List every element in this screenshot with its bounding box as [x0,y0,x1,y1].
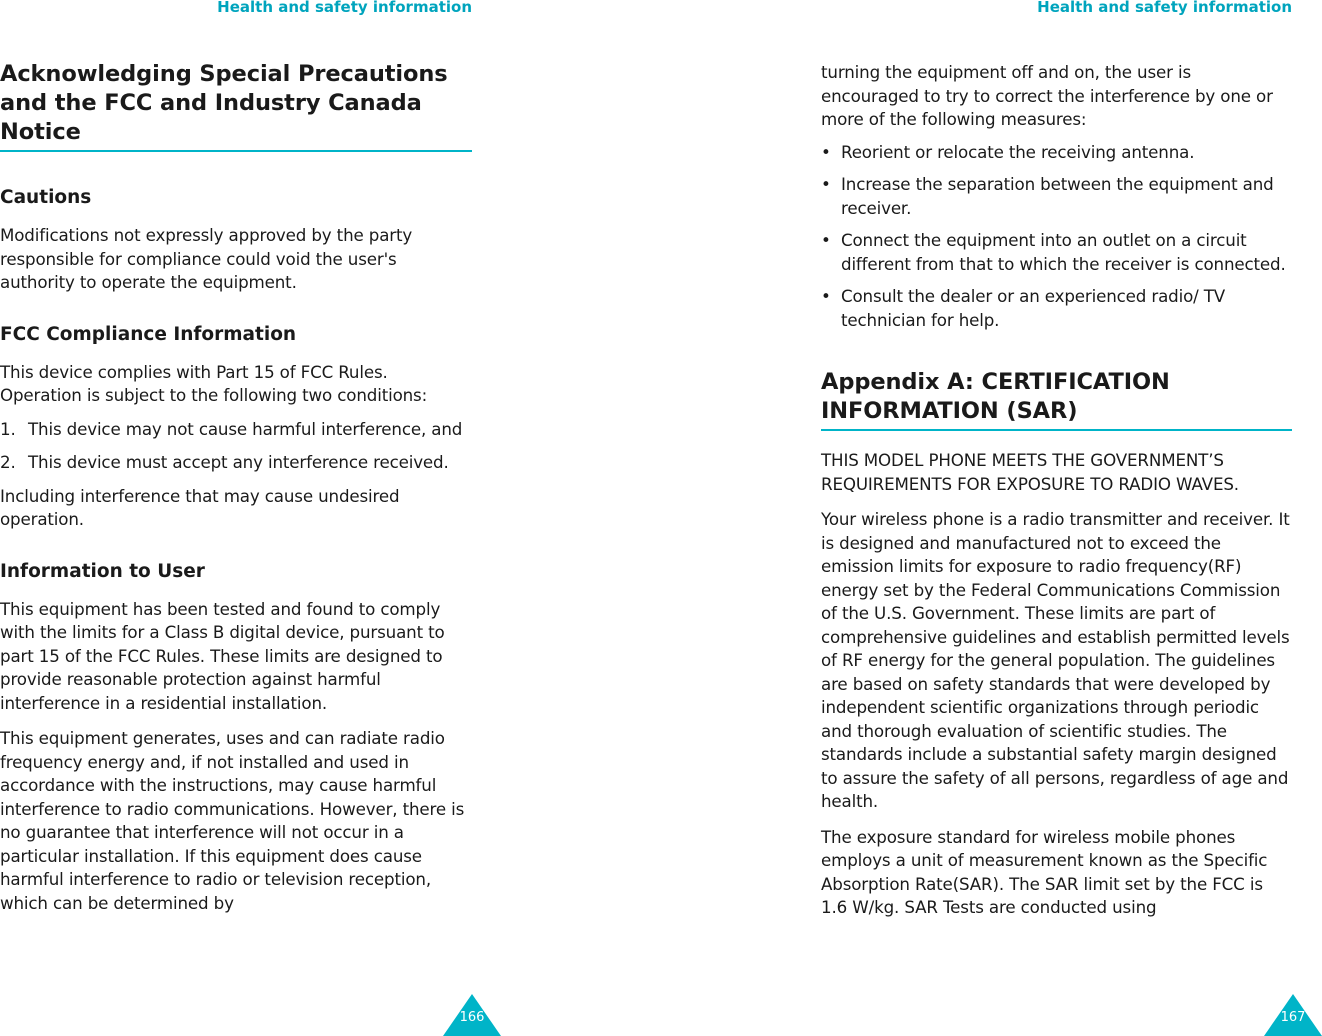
sar-paragraph-1: THIS MODEL PHONE MEETS THE GOVERNMENT’S REQUIREMENTS FOR EXPOSURE TO RADIO WAVES. [821,450,1239,494]
list-marker: 1. [0,418,16,439]
left-page-content [0,60,472,915]
running-header: Health and safety information [1037,0,1292,16]
page-number-label: 166 [459,1010,485,1025]
list-item-text: Increase the separation between the equipment and receiver. [841,174,1274,218]
appendix-title: Appendix A: CERTIFICATION INFORMATION (SAR) [821,368,1292,431]
list-item-text: Consult the dealer or an experienced radio/ TV technician for help. [841,286,1226,330]
information-paragraph-2: This equipment generates, uses and can radiate radio frequency energy and, if not installed and used in accordance with the instructions, may cause harmful interference to radio communications. However, there is no guarantee that interference will not occur in a particular installation. If this equipment does cause harmful interference to radio or television reception, which can be determined by [0,728,465,913]
conditions-list [0,418,472,475]
cautions-text: Modifications not expressly approved by the party responsible for compliance could void the user's authority to operate the equipment. [0,225,413,292]
list-item [821,173,1292,220]
bullet-icon: • [821,230,831,250]
page-number-166 [443,994,501,1036]
bullet-icon: • [821,141,831,162]
left-page [0,0,485,1036]
sar-paragraph-3: The exposure standard for wireless mobile phones employs a unit of measurement known as the Specific Absorption Rate(SAR). The SAR limit set by the FCC is 1.6 W/kg. SAR Tests are conducted using [821,826,1268,917]
right-page-content [821,61,1292,920]
information-paragraph-1: This equipment has been tested and found to comply with the limits for a Class B digital device, pursuant to part 15 of the FCC Rules. These limits are designed to provide reasonable protection against harmful interference in a residential installation. [0,598,445,713]
list-item [821,285,1292,332]
list-item-text: This device must accept any interference received. [28,452,449,472]
list-item-text: Connect the equipment into an outlet on a circuit different from that to which the receiver is connected. [841,230,1286,274]
running-header: Health and safety information [217,0,472,16]
page-number-label: 167 [1280,1010,1306,1025]
right-page [821,0,1306,1036]
list-item-text: This device may not cause harmful interference, and [28,418,463,439]
cautions-heading: Cautions [0,187,92,208]
list-item [821,229,1292,276]
bullet-icon: • [821,174,831,194]
sar-paragraph-2: Your wireless phone is a radio transmitter and receiver. It is designed and manufactured not to exceed the emission limits for exposure to radio frequency(RF) energy set by the Federal Communications Commission of the U.S. Government. These limits are part of comprehensive guidelines and establish permitted levels of RF energy for the general population. The guidelines are based on safety standards that were developed by independent scientific organizations through periodic and thorough evaluation of scientific studies. The standards include a substantial safety margin designed to assure the safety of all persons, regardless of age and health. [821,509,1290,811]
fcc-compliance-heading: FCC Compliance Information [0,323,297,345]
measures-list [821,141,1292,333]
fcc-compliance-text: This device complies with Part 15 of FCC Rules. Operation is subject to the following two conditions: [0,361,428,405]
bullet-icon: • [821,286,831,306]
list-item [821,141,1292,165]
list-marker: 2. [0,452,16,472]
section-title: Acknowledging Special Precautions and the FCC and Industry Canada Notice [0,60,472,152]
list-item [0,418,472,442]
fcc-after-text: Including interference that may cause undesired operation. [0,485,400,529]
continued-text: turning the equipment off and on, the user is encouraged to try to correct the interference by one or more of the following measures: [821,62,1273,129]
information-to-user-heading: Information to User [0,560,205,582]
page-number-167 [1264,994,1322,1036]
list-item-text: Reorient or relocate the receiving antenna. [841,141,1195,162]
list-item [0,451,472,475]
